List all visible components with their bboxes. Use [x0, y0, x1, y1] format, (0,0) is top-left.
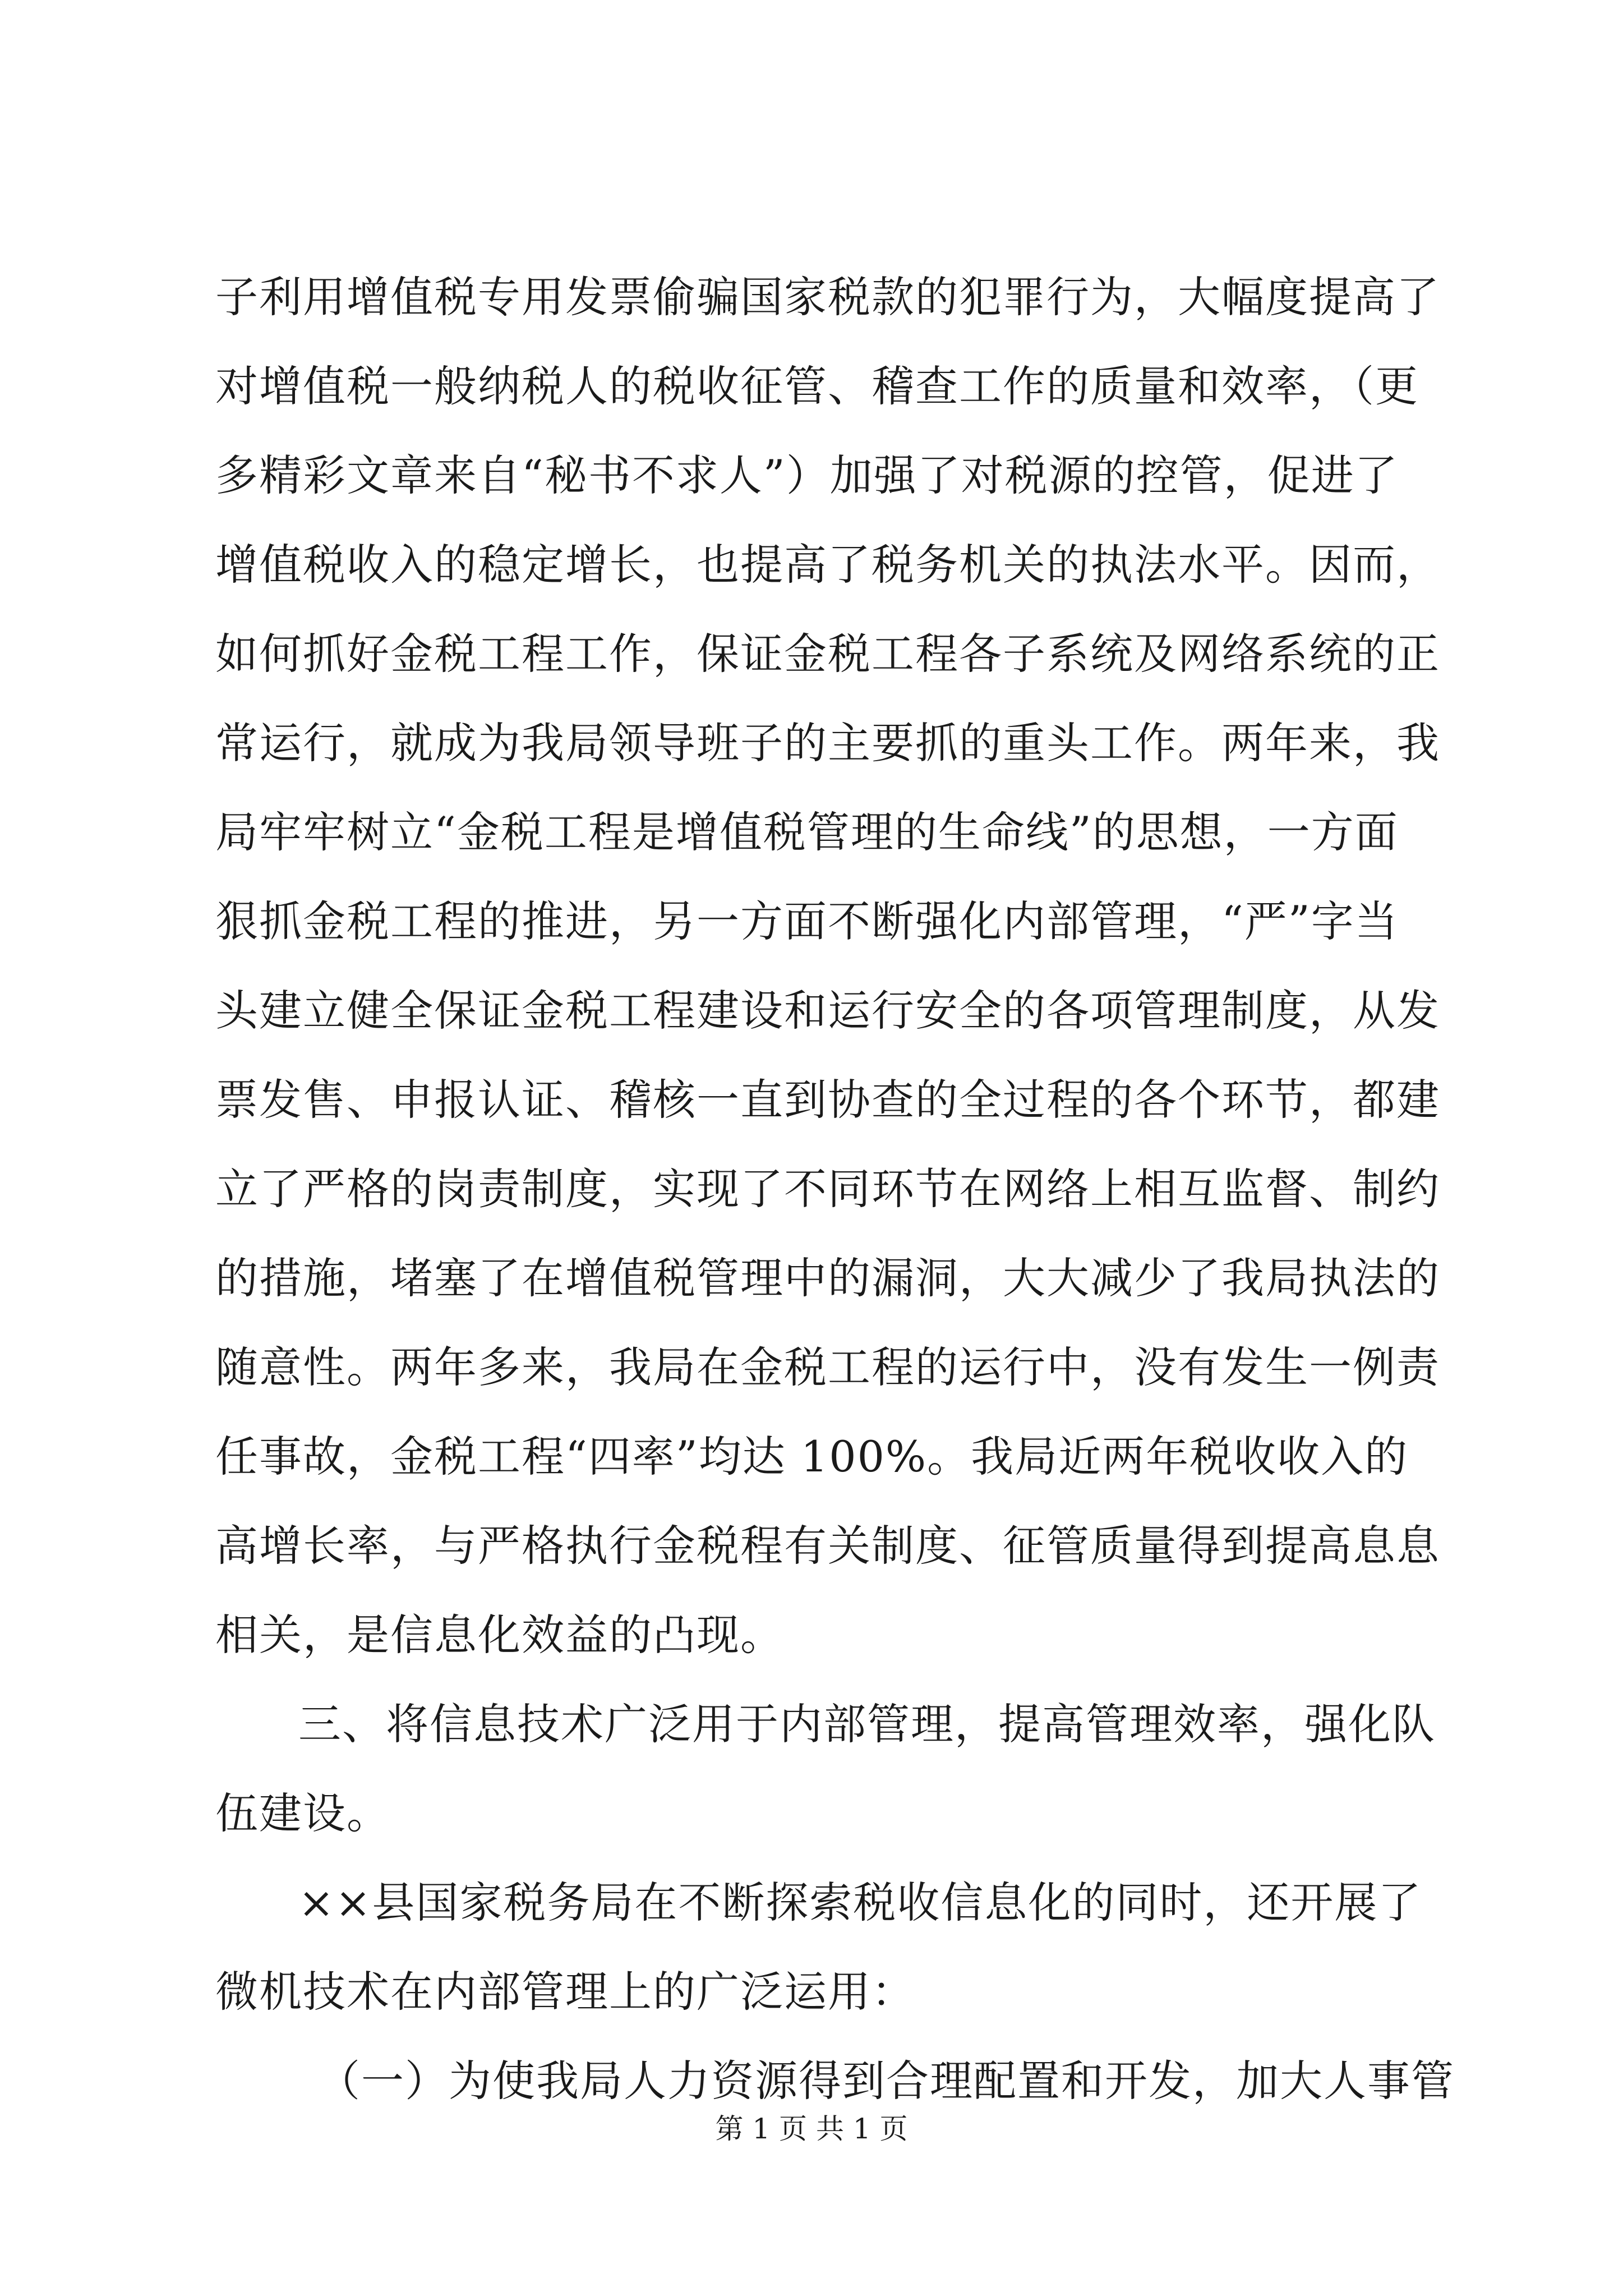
text-line-19: ××县国家税务局在不断探索税收信息化的同时，还开展了 [298, 1878, 1422, 1927]
text-line-2: 对增值税一般纳税人的税收征管、稽查工作的质量和效率，（更 [215, 361, 1419, 411]
text-line-11: 立了严格的岗责制度，实现了不同环节在网络上相互监督、制约 [215, 1164, 1440, 1214]
section-heading-3: 三、将信息技术广泛用于内部管理，提高管理效率，强化队 [298, 1699, 1436, 1749]
document-body [215, 252, 1455, 2125]
page-number-footer: 第 1 页 共 1 页 [715, 2113, 908, 2145]
text-line-6: 常运行，就成为我局领导班子的主要抓的重头工作。两年来，我 [215, 718, 1440, 768]
text-line-8: 狠抓金税工程的推进，另一方面不断强化内部管理，“严”字当 [215, 896, 1399, 946]
text-line-13: 随意性。两年多来，我局在金税工程的运行中，没有发生一例责 [215, 1342, 1440, 1392]
text-line-15: 高增长率，与严格执行金税程有关制度、征管质量得到提高息息 [215, 1521, 1440, 1571]
text-line-9: 头建立健全保证金税工程建设和运行安全的各项管理制度，从发 [215, 986, 1440, 1036]
text-line-7: 局牢牢树立“金税工程是增值税管理的生命线”的思想，一方面 [215, 807, 1399, 857]
text-line-12: 的措施，堵塞了在增值税管理中的漏洞，大大减少了我局执法的 [215, 1253, 1440, 1303]
text-line-3: 多精彩文章来自“秘书不求人”）加强了对税源的控管，促进了 [215, 450, 1399, 500]
text-line-18: 伍建设。 [215, 1788, 390, 1838]
text-line-21: （一）为使我局人力资源得到合理配置和开发，加大人事管 [317, 2056, 1455, 2106]
text-line-5: 如何抓好金税工程工作，保证金税工程各子系统及网络系统的正 [215, 629, 1440, 679]
text-line-14: 任事故，金税工程“四率”均达 100%。我局近两年税收收入的 [215, 1432, 1409, 1481]
text-line-16: 相关，是信息化效益的凸现。 [215, 1610, 784, 1660]
text-line-20: 微机技术在内部管理上的广泛运用： [215, 1967, 915, 2017]
text-line-10: 票发售、申报认证、稽核一直到协查的全过程的各个环节，都建 [215, 1075, 1440, 1125]
text-line-4: 增值税收入的稳定增长，也提高了税务机关的执法水平。因而， [215, 540, 1440, 590]
text-line-1: 子利用增值税专用发票偷骗国家税款的犯罪行为，大幅度提高了 [215, 272, 1440, 322]
